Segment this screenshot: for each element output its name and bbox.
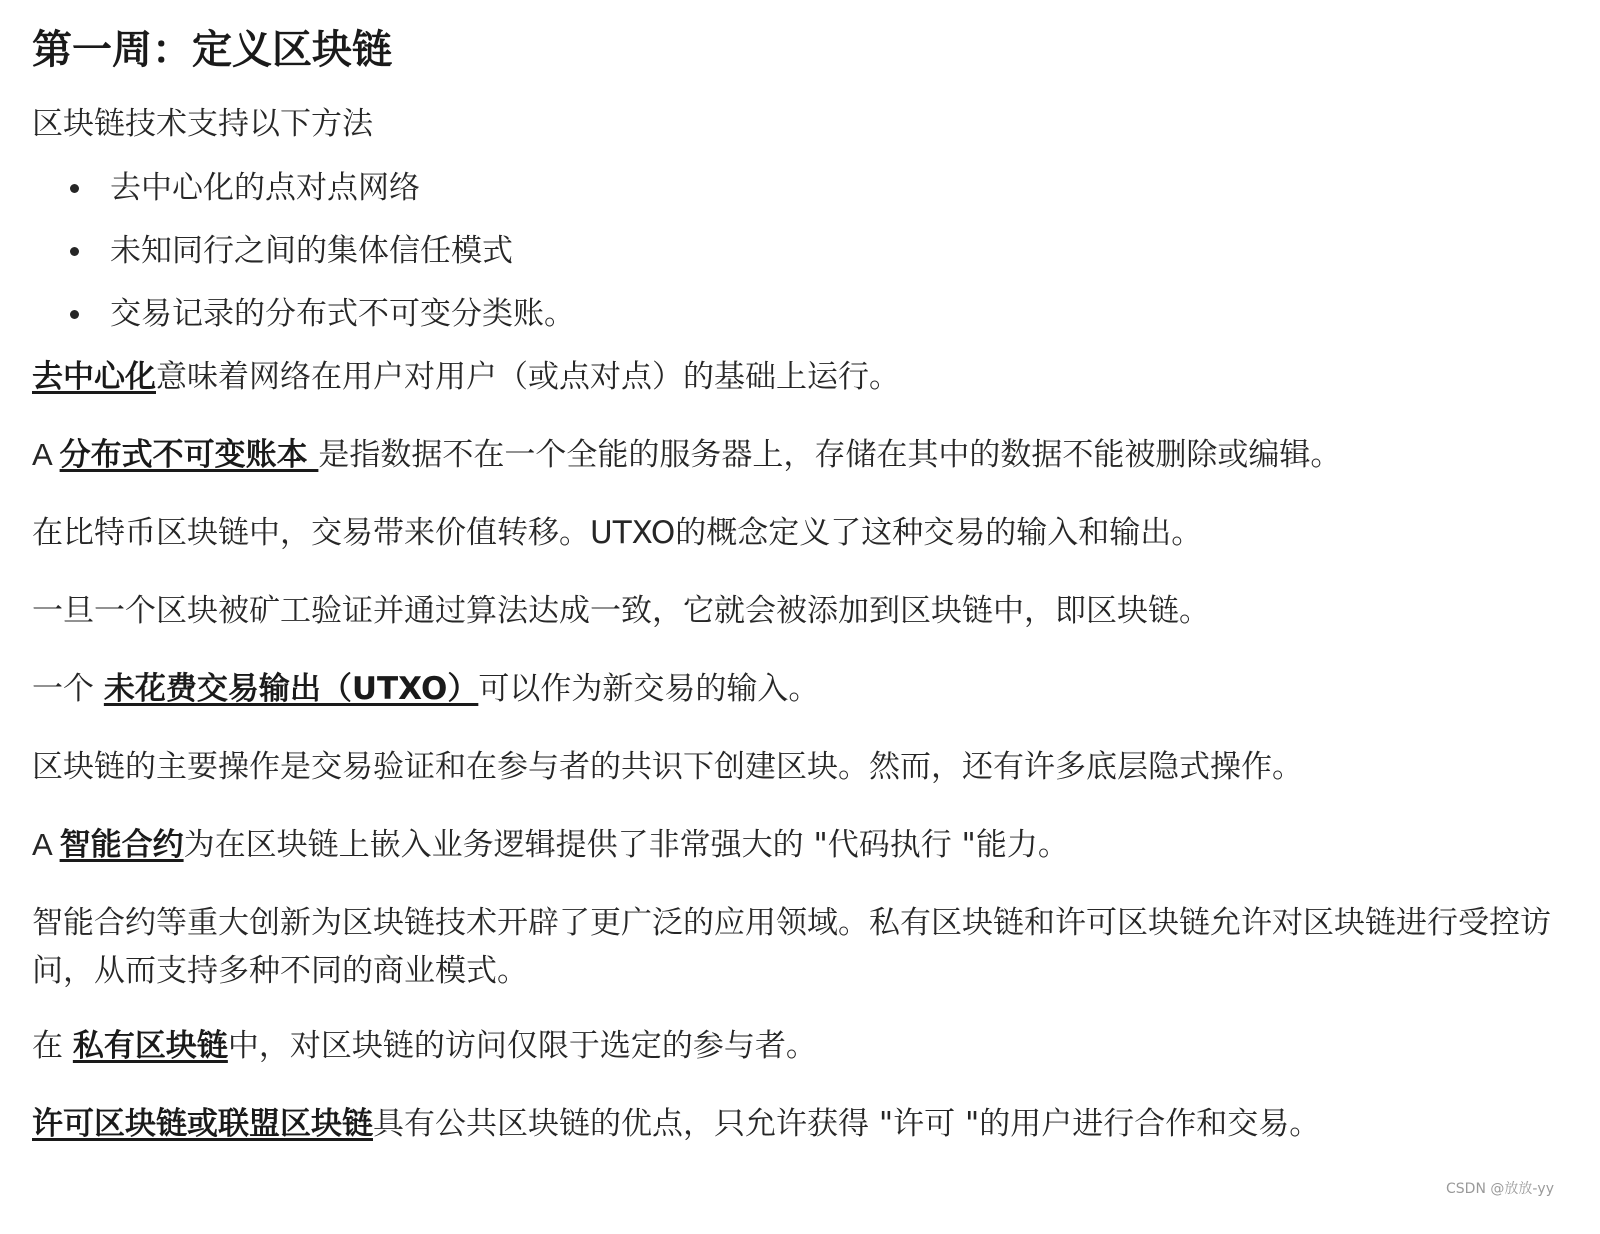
term-permissioned-chain-link[interactable]: 许可区块链或联盟区块链: [32, 1106, 373, 1142]
term-smart-contract-link[interactable]: 智能合约: [59, 827, 184, 863]
term-utxo-link[interactable]: 未花费交易输出（UTXO）: [103, 671, 479, 707]
paragraph-utxo: [32, 665, 1572, 713]
paragraph-text: 为在区块链上嵌入业务逻辑提供了非常强大的 "代码执行 "能力。: [183, 827, 1069, 863]
paragraph-text: 具有公共区块链的优点，只允许获得 "许可 "的用户进行合作和交易。: [373, 1106, 1321, 1142]
paragraph-lead: 一个: [32, 671, 104, 707]
paragraph-block-added: 一旦一个区块被矿工验证并通过算法达成一致，它就会被添加到区块链中，即区块链。: [32, 593, 1210, 629]
paragraph-decentralization: [32, 353, 1572, 401]
paragraph-ledger: [32, 431, 1572, 479]
paragraph-text: 中，对区块链的访问仅限于选定的参与者。: [227, 1028, 817, 1064]
intro-text: 区块链技术支持以下方法: [32, 106, 373, 142]
watermark: CSDN @放放-yy: [1446, 1181, 1554, 1197]
paragraph-innovation: 智能合约等重大创新为区块链技术开辟了更广泛的应用领域。私有区块链和许可区块链允许对区块链进行受控访问，从而支持多种不同的商业模式。: [32, 905, 1551, 989]
paragraph-permissioned-chain: [32, 1100, 1572, 1148]
term-decentralization-link[interactable]: 去中心化: [32, 359, 156, 395]
list-item: 未知同行之间的集体信任模式: [110, 227, 1572, 275]
paragraph-text: 是指数据不在一个全能的服务器上，存储在其中的数据不能被删除或编辑。: [318, 437, 1342, 473]
paragraph-utxo-concept: 在比特币区块链中，交易带来价值转移。UTXO的概念定义了这种交易的输入和输出。: [32, 515, 1203, 551]
article: [32, 20, 1572, 1178]
paragraph-private-chain: [32, 1022, 1572, 1070]
feature-list: [32, 164, 1572, 338]
paragraph-lead: A: [32, 827, 60, 862]
paragraph-lead: A: [32, 437, 60, 472]
paragraph-smart-contract: [32, 821, 1572, 869]
list-item: 交易记录的分布式不可变分类账。: [110, 290, 1572, 338]
term-ledger-link[interactable]: 分布式不可变账本: [59, 437, 319, 473]
paragraph-operations: 区块链的主要操作是交易验证和在参与者的共识下创建区块。然而，还有许多底层隐式操作。: [32, 749, 1303, 785]
paragraph-text: 意味着网络在用户对用户（或点对点）的基础上运行。: [156, 359, 900, 395]
list-item: 去中心化的点对点网络: [110, 164, 1572, 212]
page-title: 第一周：定义区块链: [32, 27, 392, 73]
paragraph-lead: 在: [32, 1028, 73, 1064]
paragraph-text: 可以作为新交易的输入。: [478, 671, 820, 707]
term-private-chain-link[interactable]: 私有区块链: [72, 1028, 228, 1064]
